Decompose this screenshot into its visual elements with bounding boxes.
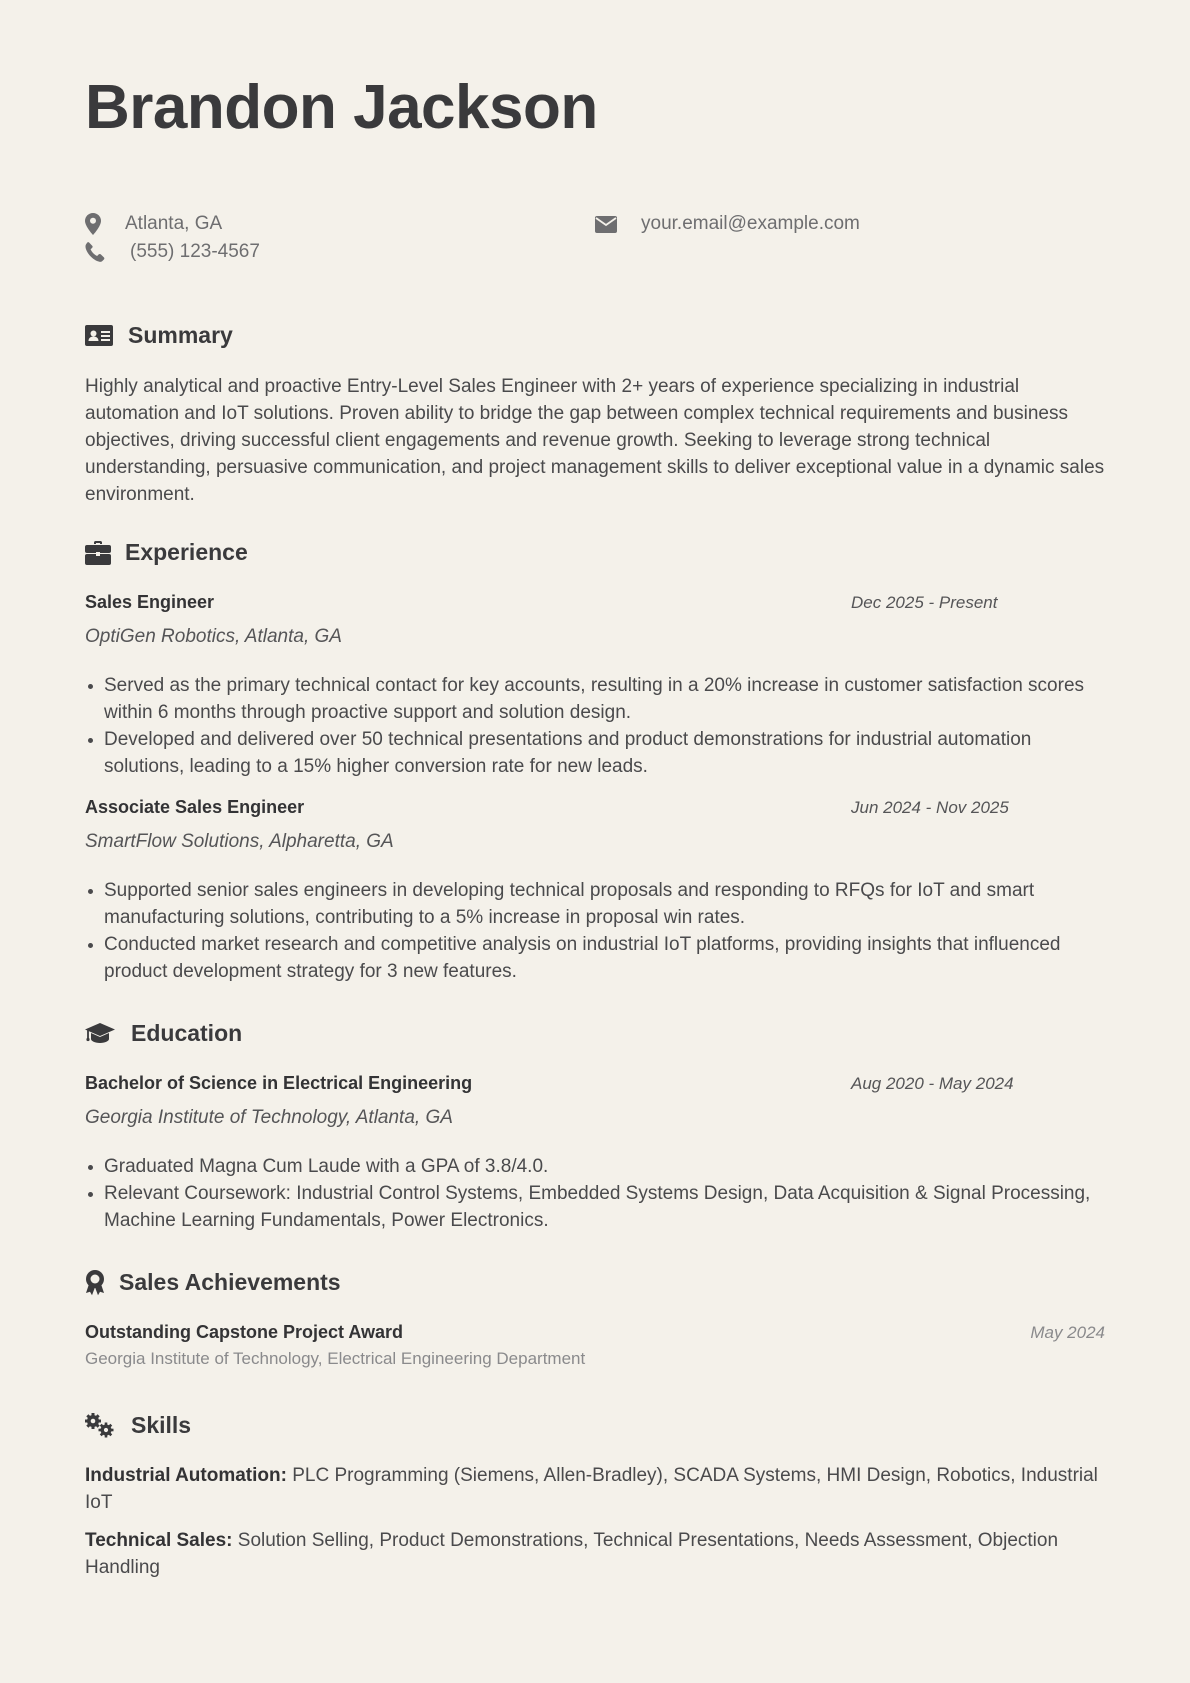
summary-title: Summary (128, 322, 233, 348)
education-heading (85, 1020, 242, 1047)
briefcase-icon (85, 540, 125, 566)
skills-heading (85, 1412, 191, 1439)
id-card-icon (85, 323, 128, 349)
skill-value: Solution Selling, Product Demonstrations, Technical Presentations, Needs Assessment, Objection Handling (85, 1530, 1059, 1578)
resume-page (85, 0, 1105, 1683)
experience-title: Experience (125, 539, 248, 565)
award-ribbon-icon (85, 1270, 119, 1296)
job-1-bullets (85, 672, 1105, 780)
gears-icon (85, 1413, 131, 1439)
skill-value: PLC Programming (Siemens, Allen-Bradley), SCADA Systems, HMI Design, Robotics, Industrial IoT (85, 1465, 1098, 1513)
achievements-title: Sales Achievements (119, 1269, 341, 1295)
school-name: Georgia Institute of Technology, Atlanta, GA (85, 1107, 453, 1128)
award-title: Outstanding Capstone Project Award (85, 1322, 404, 1342)
candidate-name: Brandon Jackson (85, 73, 598, 142)
map-pin-icon (85, 212, 109, 236)
skill-label: Industrial Automation: (85, 1465, 287, 1486)
list-item: Graduated Magna Cum Laude with a GPA of 3.8/4.0. (85, 1153, 1105, 1180)
job-2-company: SmartFlow Solutions, Alpharetta, GA (85, 831, 394, 852)
skill-label: Technical Sales: (85, 1530, 233, 1551)
envelope-icon (595, 212, 619, 236)
job-1-dates: Dec 2025 - Present (851, 593, 998, 612)
experience-heading (85, 539, 248, 566)
email-text[interactable]: your.email@example.com (641, 213, 860, 234)
education-title: Education (131, 1020, 243, 1046)
job-1-role: Sales Engineer (85, 592, 215, 612)
education-dates: Aug 2020 - May 2024 (851, 1074, 1014, 1093)
contact-location (85, 212, 222, 236)
list-item: Relevant Coursework: Industrial Control Systems, Embedded Systems Design, Data Acquisition & Signal Processing, Machine Learning Fundamentals, Power Electronics. (85, 1180, 1105, 1234)
phone-text: (555) 123-4567 (130, 241, 260, 262)
summary-heading (85, 322, 233, 349)
list-item: Supported senior sales engineers in developing technical proposals and responding to RFQs for IoT and smart manufacturing solutions, contributing to a 5% increase in proposal win rates. (85, 877, 1105, 931)
job-2-role: Associate Sales Engineer (85, 797, 305, 817)
skills-title: Skills (131, 1412, 192, 1438)
job-1-company: OptiGen Robotics, Atlanta, GA (85, 626, 342, 647)
location-text: Atlanta, GA (125, 213, 223, 234)
contact-email (595, 212, 860, 236)
list-item: Conducted market research and competitive analysis on industrial IoT platforms, providing insights that influenced product development strategy for 3 new features. (85, 931, 1105, 985)
degree-title: Bachelor of Science in Electrical Engineering (85, 1073, 473, 1093)
list-item: Served as the primary technical contact for key accounts, resulting in a 20% increase in customer satisfaction scores within 6 months through proactive support and solution design. (85, 672, 1105, 726)
graduation-cap-icon (85, 1021, 131, 1047)
job-2-bullets (85, 877, 1105, 985)
contact-phone (85, 240, 260, 264)
phone-icon (85, 240, 109, 264)
achievements-heading (85, 1269, 341, 1296)
summary-text: Highly analytical and proactive Entry-Level Sales Engineer with 2+ years of experience specializing in industrial automation and IoT solutions. Proven ability to bridge the gap between complex technical requirements and business objectives, driving successful client engagements and revenue growth. Seeking to leverage strong technical understanding, persuasive communication, and project management skills to deliver exceptional value in a dynamic sales environment. (85, 376, 1105, 505)
skill-row (85, 1527, 1105, 1581)
award-date: May 2024 (1030, 1323, 1105, 1342)
education-bullets (85, 1153, 1105, 1234)
list-item: Developed and delivered over 50 technical presentations and product demonstrations for industrial automation solutions, leading to a 15% higher conversion rate for new leads. (85, 726, 1105, 780)
skill-row (85, 1462, 1105, 1516)
award-issuer: Georgia Institute of Technology, Electrical Engineering Department (85, 1349, 586, 1368)
job-2-dates: Jun 2024 - Nov 2025 (851, 798, 1009, 817)
